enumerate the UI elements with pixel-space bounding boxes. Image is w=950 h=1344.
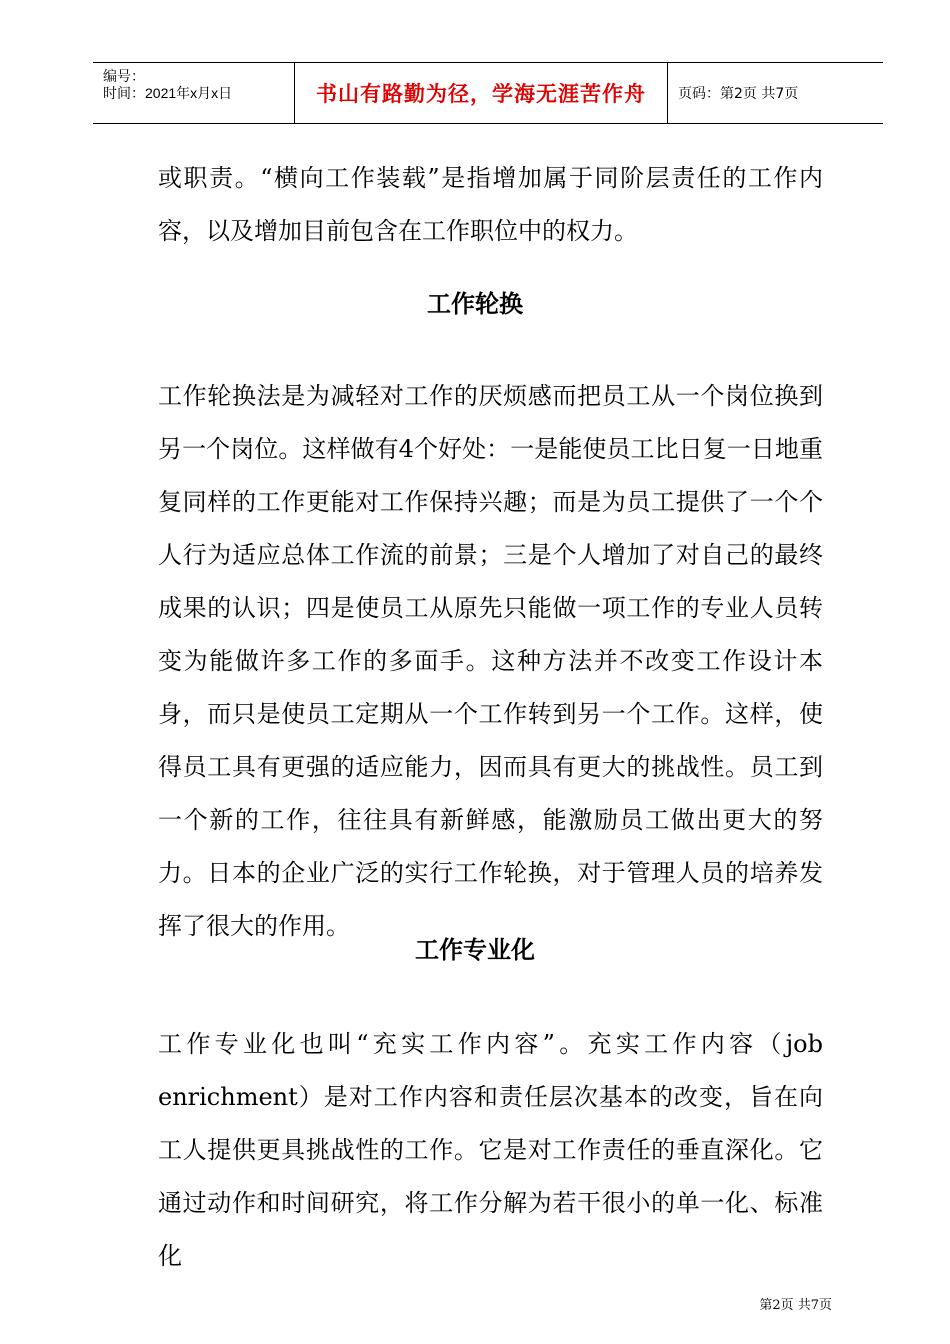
paragraph-2: 工作轮换法是为减轻对工作的厌烦感而把员工从一个岗位换到另一个岗位。这样做有4个好处：一是能使员工比日复一日地重复同样的工作更能对工作保持兴趣；而是为员工提供了一个个人行为适应总体工作流的前景；三是个人增加了对自己的最终成果的认识；四是使员工从原先只能做一项工作的专业人员转变为能做许多工作的多面手。这种方法并不改变工作设计本身，而只是使员工定期从一个工作转到另一个工作。这样，使得员工具有更强的适应能力，因而具有更大的挑战性。员工到一个新的工作，往往具有新鲜感，能激励员工做出更大的努力。日本的企业广泛的实行工作轮换，对于管理人员的培养发挥了很大的作用。 <box>158 382 823 940</box>
header-time-label: 时间：2021年x月x日 <box>103 85 233 101</box>
paragraph-3: 工作专业化也叫“充实工作内容”。充实工作内容（job enrichment）是对工作内容和责任层次基本的改变，旨在向工人提供更具挑战性的工作。它是对工作责任的垂直深化。它通过动作和时间研究，将工作分解为若干很小的单一化、标准化 <box>158 1030 823 1270</box>
page-footer: 第2页 共7页 <box>759 1298 832 1313</box>
paragraph-1: 或职责。“横向工作装载”是指增加属于同阶层责任的工作内容，以及增加目前包含在工作职位中的权力。 <box>158 164 823 245</box>
header-page-info: 页码：第2页 共7页 <box>678 86 799 102</box>
header-number-label: 编号： <box>103 68 145 84</box>
header-meta <box>93 63 295 123</box>
section-heading-job-rotation: 工作轮换 <box>427 290 523 318</box>
header-motto-cell <box>295 63 668 123</box>
section-heading-job-specialization: 工作专业化 <box>415 936 535 964</box>
header-motto: 书山有路勤为径，学海无涯苦作舟 <box>316 82 646 106</box>
page-header <box>93 62 883 124</box>
